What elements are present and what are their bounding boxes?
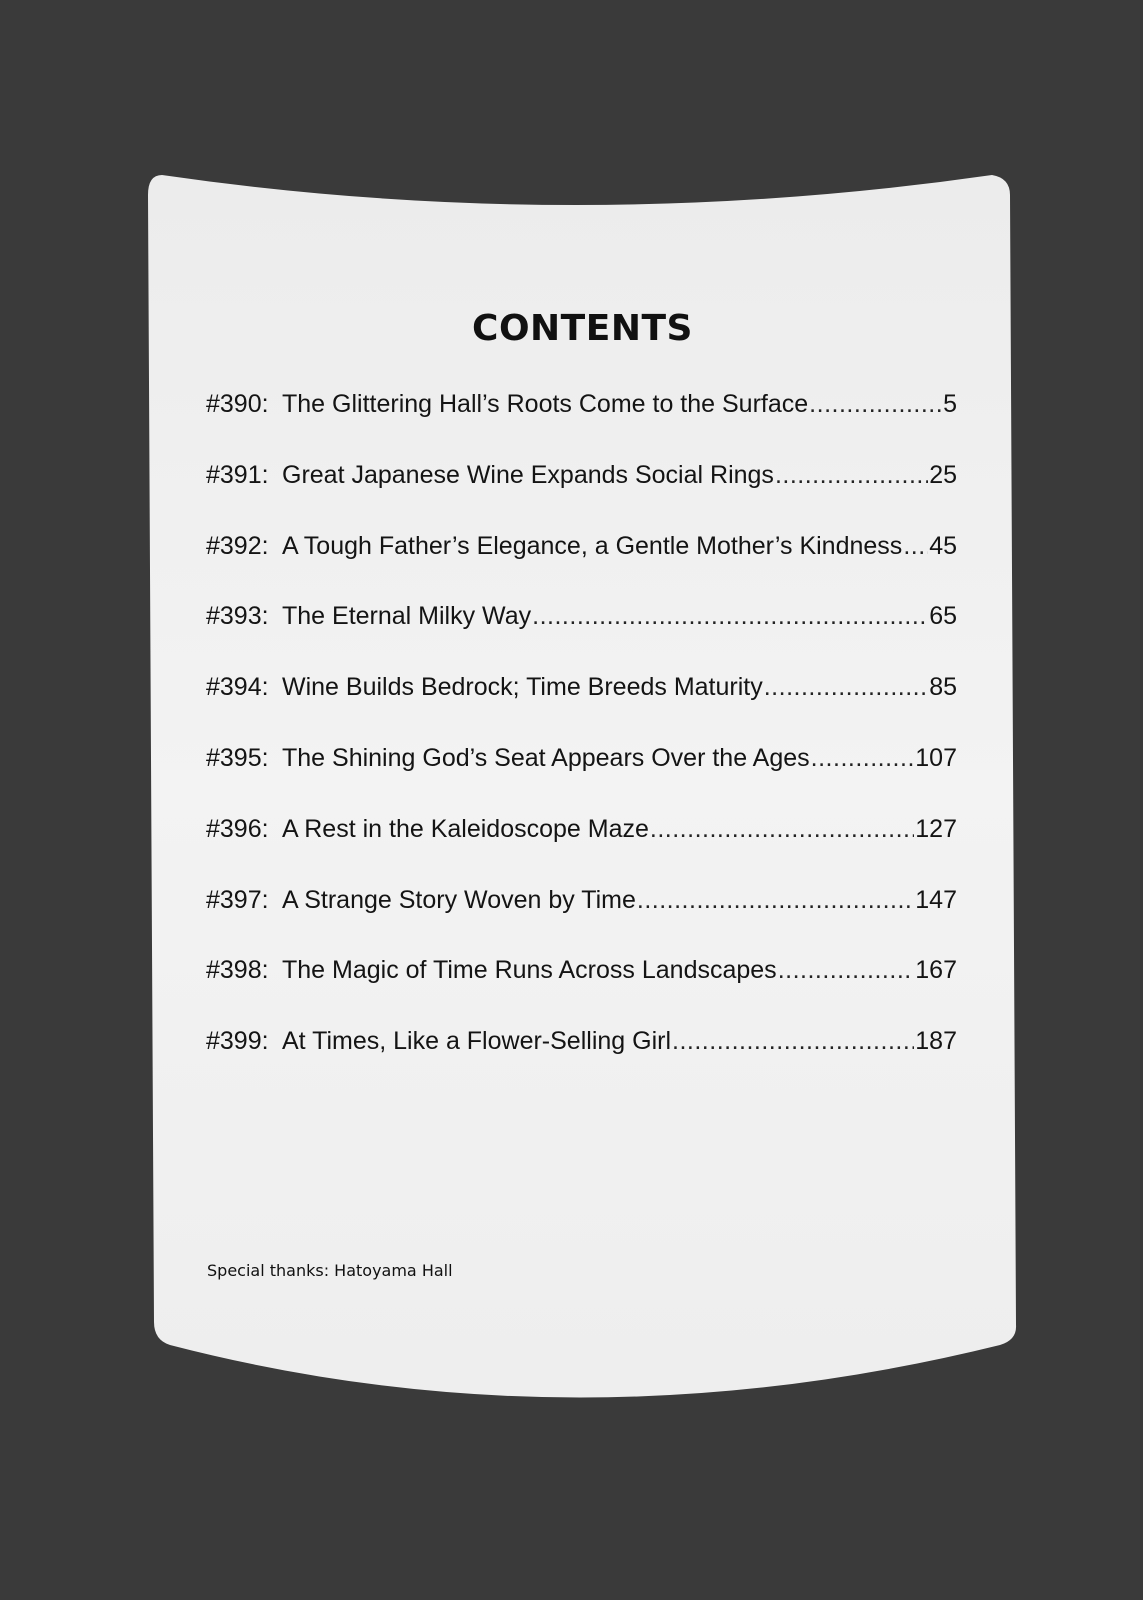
toc-entry xyxy=(206,744,957,815)
chapter-number: #398: xyxy=(206,956,269,985)
chapter-title: The Eternal Milky Way xyxy=(282,602,532,631)
contents-page xyxy=(150,170,1015,1405)
chapter-title: A Strange Story Woven by Time xyxy=(282,885,636,914)
toc-entry xyxy=(206,956,957,1027)
special-thanks: Special thanks: Hatoyama Hall xyxy=(207,1261,453,1280)
chapter-title: The Shining God’s Seat Appears Over the Ages xyxy=(282,743,810,772)
page-number: 187 xyxy=(915,1027,957,1056)
page-number: 45 xyxy=(929,531,957,560)
chapter-title: A Tough Father’s Elegance, a Gentle Mother’s Kindness xyxy=(282,531,903,560)
toc-entry xyxy=(206,886,957,957)
dot-leader xyxy=(809,390,942,419)
page-number: 5 xyxy=(943,390,957,418)
toc-entry xyxy=(206,815,957,886)
page-number: 167 xyxy=(915,956,957,985)
chapter-number: #397: xyxy=(206,885,269,914)
toc-entry xyxy=(206,673,957,744)
toc-entry xyxy=(206,602,957,673)
dot-leader xyxy=(811,744,915,773)
page-number: 25 xyxy=(929,460,957,489)
page-title: CONTENTS xyxy=(472,308,693,349)
chapter-number: #399: xyxy=(206,1027,269,1056)
chapter-number: #390: xyxy=(206,390,269,418)
dot-leader xyxy=(764,673,928,702)
chapter-title: At Times, Like a Flower-Selling Girl xyxy=(282,1027,672,1056)
toc-entry xyxy=(206,1027,957,1098)
chapter-number: #394: xyxy=(206,673,269,702)
dot-leader xyxy=(775,461,928,490)
dot-leader xyxy=(778,956,915,985)
chapter-title: The Glittering Hall’s Roots Come to the Surface xyxy=(282,390,809,418)
chapter-number: #392: xyxy=(206,531,269,560)
page-number: 127 xyxy=(915,814,957,843)
toc-entry xyxy=(206,390,957,461)
dot-leader xyxy=(672,1027,914,1056)
dot-leader xyxy=(650,815,914,844)
page-number: 85 xyxy=(929,673,957,702)
toc-entry xyxy=(206,532,957,603)
dot-leader xyxy=(637,886,914,915)
chapter-number: #393: xyxy=(206,602,269,631)
toc-entry xyxy=(206,461,957,532)
chapter-title: Wine Builds Bedrock; Time Breeds Maturity xyxy=(282,673,763,702)
page-number: 65 xyxy=(929,602,957,631)
chapter-number: #391: xyxy=(206,460,269,489)
dot-leader xyxy=(903,532,928,561)
chapter-title: A Rest in the Kaleidoscope Maze xyxy=(282,814,649,843)
chapter-title: The Magic of Time Runs Across Landscapes xyxy=(282,956,777,985)
table-of-contents xyxy=(206,390,957,1098)
chapter-number: #395: xyxy=(206,743,269,772)
chapter-number: #396: xyxy=(206,814,269,843)
page-number: 147 xyxy=(915,885,957,914)
dot-leader xyxy=(532,602,928,631)
chapter-title: Great Japanese Wine Expands Social Rings xyxy=(282,460,774,489)
page-number: 107 xyxy=(915,743,957,772)
